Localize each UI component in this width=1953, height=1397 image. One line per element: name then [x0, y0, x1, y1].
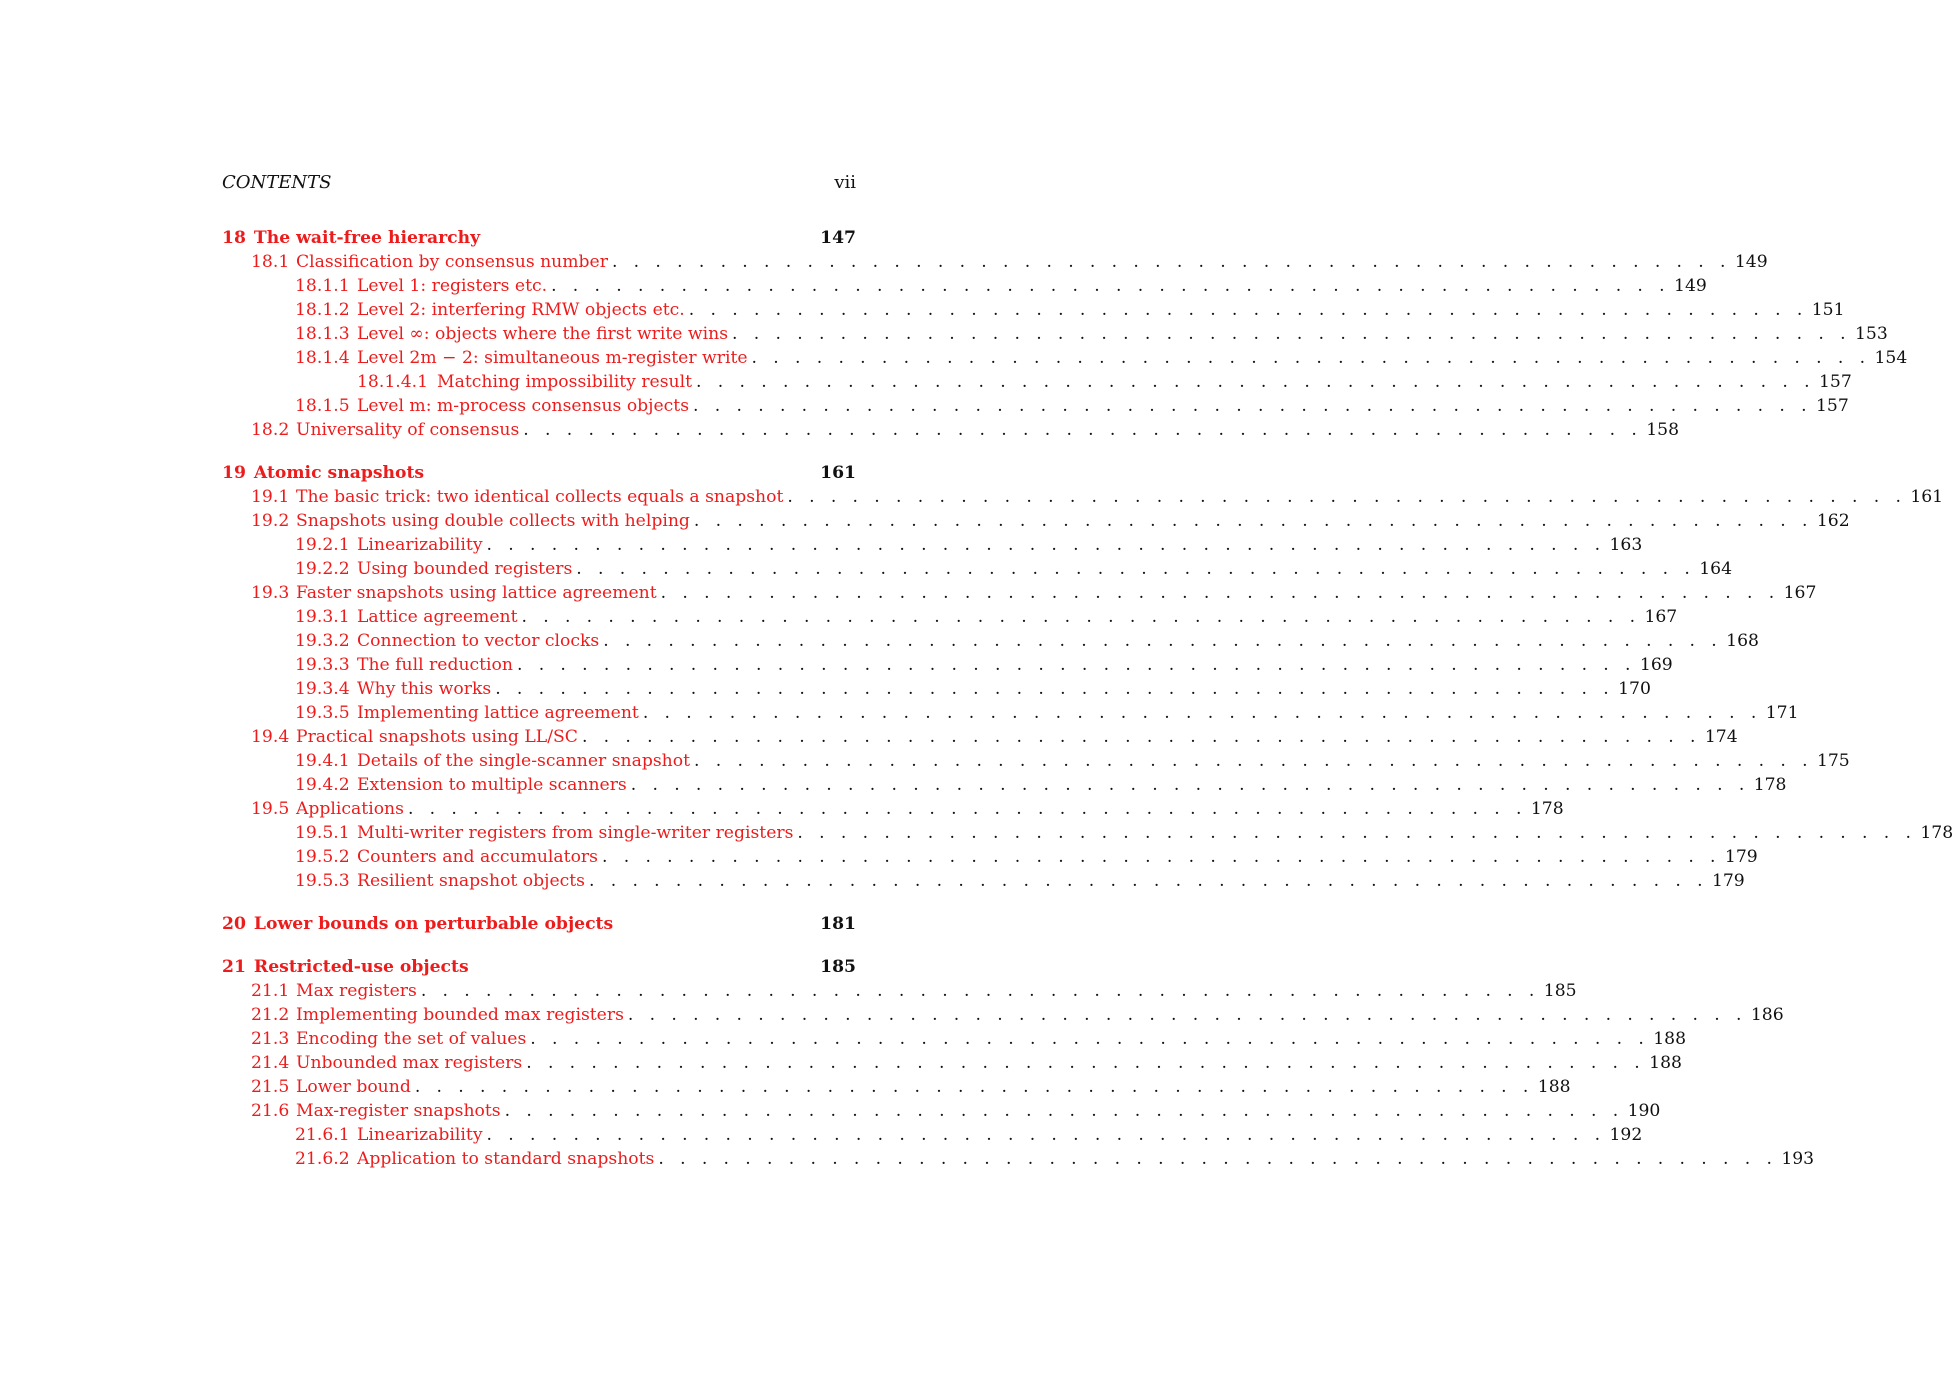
toc-entry-19.5.2[interactable]	[222, 845, 1758, 869]
section-page-number: 178	[1753, 775, 1787, 795]
section-title[interactable]: Faster snapshots using lattice agreement	[296, 583, 657, 603]
dot-leader: . . . . . . . . . . . . . . . . . . . . . . . . . . . . . . . . . . . . . . . . . . . . . . . . . . . .	[787, 487, 1907, 507]
section-title[interactable]: Encoding the set of values	[296, 1029, 527, 1049]
section-page-number: 169	[1639, 655, 1673, 675]
dot-leader: . . . . . . . . . . . . . . . . . . . . . . . . . . . . . . . . . . . . . . . . . . . . . . . . . . . .	[407, 799, 1527, 819]
section-title[interactable]: Matching impossibility result	[437, 372, 693, 392]
chapter-title[interactable]: Atomic snapshots	[253, 463, 425, 483]
section-number: 18.2	[251, 420, 290, 440]
section-number: 19.2.2	[295, 559, 350, 579]
toc-entry-18.1.5[interactable]	[222, 394, 1849, 418]
section-title[interactable]: Lattice agreement	[357, 607, 518, 627]
toc-entry-19.3.3[interactable]	[222, 653, 1673, 677]
section-number: 19.2.1	[295, 535, 350, 555]
toc-entry-19.2[interactable]	[222, 509, 1850, 533]
toc-entry-21.6.1[interactable]	[222, 1123, 1643, 1147]
chapter-number: 19	[222, 463, 246, 483]
section-title[interactable]: Unbounded max registers	[296, 1053, 523, 1073]
chapter-title[interactable]: Lower bounds on perturbable objects	[253, 914, 614, 934]
section-title[interactable]: Details of the single-scanner snapshot	[357, 751, 690, 771]
section-number: 19.5.3	[295, 871, 350, 891]
section-title[interactable]: Level 1: registers etc.	[357, 276, 548, 296]
toc-entry-19.3.2[interactable]	[222, 629, 1759, 653]
section-title[interactable]: Universality of consensus	[296, 420, 520, 440]
section-number: 19.1	[251, 487, 290, 507]
section-number: 19.4.1	[295, 751, 350, 771]
section-title[interactable]: Connection to vector clocks	[357, 631, 600, 651]
section-title[interactable]: Using bounded registers	[357, 559, 573, 579]
toc-entry-21.5[interactable]	[222, 1075, 1571, 1099]
toc-entry-19.1[interactable]	[222, 485, 1944, 509]
section-title[interactable]: Level m: m-process consensus objects	[357, 396, 690, 416]
section-number: 19.4	[251, 727, 290, 747]
chapter-title[interactable]: Restricted-use objects	[253, 957, 469, 977]
dot-leader: . . . . . . . . . . . . . . . . . . . . . . . . . . . . . . . . . . . . . . . . . . . . . . . . . . . .	[611, 252, 1731, 272]
section-page-number: 185	[1543, 981, 1577, 1001]
dot-leader: . . . . . . . . . . . . . . . . . . . . . . . . . . . . . . . . . . . . . . . . . . . . . . . . . . . .	[693, 511, 1813, 531]
section-page-number: 192	[1609, 1125, 1643, 1145]
chapter-page-number: 181	[820, 914, 856, 934]
toc-entry-21.2[interactable]	[222, 1003, 1784, 1027]
dot-leader: . . . . . . . . . . . . . . . . . . . . . . . . . . . . . . . . . . . . . . . . . . . . . . . . . . . .	[516, 655, 1636, 675]
dot-leader: . . . . . . . . . . . . . . . . . . . . . . . . . . . . . . . . . . . . . . . . . . . . . . . . . . . .	[603, 631, 1723, 651]
dot-leader: . . . . . . . . . . . . . . . . . . . . . . . . . . . . . . . . . . . . . . . . . . . . . . . . . . . .	[486, 535, 1606, 555]
toc-entry-19.3[interactable]	[222, 581, 1817, 605]
section-page-number: 157	[1815, 396, 1849, 416]
dot-leader: . . . . . . . . . . . . . . . . . . . . . . . . . . . . . . . . . . . . . . . . . . . . . . . . . . . .	[576, 559, 1696, 579]
section-number: 19.3.4	[295, 679, 350, 699]
section-page-number: 167	[1783, 583, 1817, 603]
section-title[interactable]: Implementing lattice agreement	[357, 703, 639, 723]
section-page-number: 175	[1816, 751, 1850, 771]
section-page-number: 179	[1724, 847, 1758, 867]
dot-leader: . . . . . . . . . . . . . . . . . . . . . . . . . . . . . . . . . . . . . . . . . . . . . . . . . . . .	[551, 276, 1671, 296]
table-of-contents	[222, 226, 1953, 1171]
toc-entry-18.1.4[interactable]	[222, 346, 1908, 370]
chapter-number: 18	[222, 228, 246, 248]
toc-entry-18.1.2[interactable]	[222, 298, 1845, 322]
section-title[interactable]: The basic trick: two identical collects equals a snapshot	[296, 487, 784, 507]
section-title[interactable]: Level ∞: objects where the first write wins	[357, 324, 729, 344]
toc-entry-21.3[interactable]	[222, 1027, 1687, 1051]
section-page-number: 168	[1726, 631, 1759, 651]
section-title[interactable]: The full reduction	[357, 655, 513, 675]
dot-leader: . . . . . . . . . . . . . . . . . . . . . . . . . . . . . . . . . . . . . . . . . . . . . . . . . . . .	[486, 1125, 1606, 1145]
chapter-number: 20	[222, 914, 246, 934]
chapter-page-number: 185	[820, 957, 856, 977]
section-page-number: 161	[1910, 487, 1944, 507]
dot-leader: . . . . . . . . . . . . . . . . . . . . . . . . . . . . . . . . . . . . . . . . . . . . . . . . . . . .	[751, 348, 1871, 368]
section-title[interactable]: Multi-writer registers from single-writer registers	[357, 823, 794, 843]
section-page-number: 188	[1649, 1053, 1682, 1073]
section-number: 18.1.5	[295, 396, 350, 416]
toc-entry-21.6[interactable]	[222, 1099, 1661, 1123]
section-number: 21.4	[251, 1053, 290, 1073]
section-title[interactable]: Application to standard snapshots	[357, 1149, 655, 1169]
dot-leader: . . . . . . . . . . . . . . . . . . . . . . . . . . . . . . . . . . . . . . . . . . . . . . . . . . . .	[732, 324, 1851, 344]
section-number: 18.1.1	[295, 276, 350, 296]
section-title[interactable]: Extension to multiple scanners	[357, 775, 627, 795]
dot-leader: . . . . . . . . . . . . . . . . . . . . . . . . . . . . . . . . . . . . . . . . . . . . . . . . . . . .	[530, 1029, 1650, 1049]
dot-leader: . . . . . . . . . . . . . . . . . . . . . . . . . . . . . . . . . . . . . . . . . . . . . . . . . . . .	[642, 703, 1762, 723]
toc-entry-19.5.1[interactable]	[222, 821, 1953, 845]
dot-leader: . . . . . . . . . . . . . . . . . . . . . . . . . . . . . . . . . . . . . . . . . . . . . . . . . . . .	[630, 775, 1750, 795]
section-page-number: 151	[1811, 300, 1845, 320]
section-number: 19.2	[251, 511, 290, 531]
section-title[interactable]: Why this works	[357, 679, 492, 699]
toc-entry-21.1[interactable]	[222, 979, 1577, 1003]
section-title[interactable]: Counters and accumulators	[357, 847, 598, 867]
section-number: 19.3.2	[295, 631, 350, 651]
section-title[interactable]: Implementing bounded max registers	[296, 1005, 624, 1025]
section-number: 19.3.3	[295, 655, 350, 675]
section-number: 21.6.2	[295, 1149, 350, 1169]
section-page-number: 149	[1674, 276, 1707, 296]
section-title[interactable]: Lower bound	[296, 1077, 411, 1097]
section-title[interactable]: Level 2: interfering RMW objects etc.	[357, 300, 685, 320]
section-title[interactable]: Applications	[296, 799, 404, 819]
section-number: 19.3	[251, 583, 290, 603]
section-title[interactable]: Max-register snapshots	[296, 1101, 501, 1121]
section-page-number: 162	[1816, 511, 1850, 531]
dot-leader: . . . . . . . . . . . . . . . . . . . . . . . . . . . . . . . . . . . . . . . . . . . . . . . . . . . .	[521, 607, 1641, 627]
section-page-number: 188	[1653, 1029, 1687, 1049]
toc-entry-19.4.2[interactable]	[222, 773, 1787, 797]
dot-leader: . . . . . . . . . . . . . . . . . . . . . . . . . . . . . . . . . . . . . . . . . . . . . . . . . . . .	[696, 372, 1815, 392]
section-page-number: 170	[1618, 679, 1651, 699]
section-number: 19.4.2	[295, 775, 350, 795]
toc-chapter-20[interactable]	[222, 912, 856, 936]
dot-leader: . . . . . . . . . . . . . . . . . . . . . . . . . . . . . . . . . . . . . . . . . . . . . . . . . . . .	[693, 396, 1812, 416]
section-page-number: 157	[1818, 372, 1852, 392]
section-page-number: 167	[1644, 607, 1678, 627]
section-page-number: 163	[1609, 535, 1643, 555]
section-title[interactable]: Snapshots using double collects with helping	[296, 511, 690, 531]
section-number: 21.6	[251, 1101, 290, 1121]
section-page-number: 178	[1920, 823, 1953, 843]
section-number: 18.1.3	[295, 324, 350, 344]
dot-leader: . . . . . . . . . . . . . . . . . . . . . . . . . . . . . . . . . . . . . . . . . . . . . . . . . . . .	[601, 847, 1721, 867]
section-number: 19.5.1	[295, 823, 350, 843]
section-page-number: 171	[1765, 703, 1799, 723]
section-title[interactable]: Linearizability	[357, 535, 483, 555]
dot-leader: . . . . . . . . . . . . . . . . . . . . . . . . . . . . . . . . . . . . . . . . . . . . . . . . . . . .	[495, 679, 1615, 699]
chapter-title[interactable]: The wait-free hierarchy	[253, 228, 481, 248]
section-page-number: 149	[1734, 252, 1768, 272]
dot-leader: . . . . . . . . . . . . . . . . . . . . . . . . . . . . . . . . . . . . . . . . . . . . . . . . . . . .	[526, 1053, 1646, 1073]
section-page-number: 193	[1781, 1149, 1815, 1169]
section-title[interactable]: Max registers	[296, 981, 417, 1001]
toc-entry-21.6.2[interactable]	[222, 1147, 1815, 1171]
toc-chapter-21[interactable]	[222, 955, 856, 979]
section-number: 21.1	[251, 981, 290, 1001]
section-number: 18.1.4	[295, 348, 350, 368]
toc-entry-18.1.1[interactable]	[222, 274, 1707, 298]
running-head-title: CONTENTS	[222, 172, 332, 193]
section-number: 21.5	[251, 1077, 290, 1097]
dot-leader: . . . . . . . . . . . . . . . . . . . . . . . . . . . . . . . . . . . . . . . . . . . . . . . . . . . .	[658, 1149, 1778, 1169]
toc-entry-19.4[interactable]	[222, 725, 1738, 749]
toc-chapter-19[interactable]	[222, 461, 856, 485]
toc-chapter-18[interactable]	[222, 226, 856, 250]
section-page-number: 186	[1750, 1005, 1784, 1025]
dot-leader: . . . . . . . . . . . . . . . . . . . . . . . . . . . . . . . . . . . . . . . . . . . . . . . . . . . .	[581, 727, 1701, 747]
section-number: 18.1.2	[295, 300, 350, 320]
dot-leader: . . . . . . . . . . . . . . . . . . . . . . . . . . . . . . . . . . . . . . . . . . . . . . . . . . . .	[627, 1005, 1747, 1025]
section-page-number: 158	[1646, 420, 1680, 440]
section-title[interactable]: Classification by consensus number	[296, 252, 608, 272]
toc-entry-21.4[interactable]	[222, 1051, 1682, 1075]
toc-entry-19.5.3[interactable]	[222, 869, 1745, 893]
toc-entry-19.3.4[interactable]	[222, 677, 1651, 701]
dot-leader: . . . . . . . . . . . . . . . . . . . . . . . . . . . . . . . . . . . . . . . . . . . . . . . . . . . .	[589, 871, 1708, 891]
toc-entry-19.2.1[interactable]	[222, 533, 1643, 557]
section-title[interactable]: Linearizability	[357, 1125, 483, 1145]
dot-leader: . . . . . . . . . . . . . . . . . . . . . . . . . . . . . . . . . . . . . . . . . . . . . . . . . . . .	[660, 583, 1780, 603]
section-number: 19.5.2	[295, 847, 350, 867]
toc-entry-18.2[interactable]	[222, 418, 1680, 442]
section-number: 21.2	[251, 1005, 290, 1025]
section-title[interactable]: Resilient snapshot objects	[357, 871, 585, 891]
section-page-number: 190	[1627, 1101, 1661, 1121]
section-number: 19.3.5	[295, 703, 350, 723]
toc-entry-18.1.3[interactable]	[222, 322, 1888, 346]
dot-leader: . . . . . . . . . . . . . . . . . . . . . . . . . . . . . . . . . . . . . . . . . . . . . . . . . . . .	[688, 300, 1808, 320]
section-number: 19.5	[251, 799, 290, 819]
chapter-page-number: 161	[820, 463, 856, 483]
toc-entry-19.2.2[interactable]	[222, 557, 1733, 581]
toc-entry-19.3.5[interactable]	[222, 701, 1799, 725]
section-page-number: 164	[1699, 559, 1733, 579]
dot-leader: . . . . . . . . . . . . . . . . . . . . . . . . . . . . . . . . . . . . . . . . . . . . . . . . . . . .	[504, 1101, 1624, 1121]
section-page-number: 188	[1537, 1077, 1571, 1097]
running-head-page-number: vii	[834, 172, 856, 193]
toc-entry-19.4.1[interactable]	[222, 749, 1850, 773]
toc-entry-19.5[interactable]	[222, 797, 1564, 821]
section-page-number: 153	[1854, 324, 1888, 344]
dot-leader: . . . . . . . . . . . . . . . . . . . . . . . . . . . . . . . . . . . . . . . . . . . . . . . . . . . .	[420, 981, 1540, 1001]
chapter-page-number: 147	[820, 228, 856, 248]
chapter-number: 21	[222, 957, 246, 977]
section-page-number: 178	[1530, 799, 1564, 819]
toc-entry-19.3.1[interactable]	[222, 605, 1678, 629]
section-title[interactable]: Practical snapshots using LL/SC	[296, 727, 578, 747]
section-page-number: 174	[1704, 727, 1738, 747]
dot-leader: . . . . . . . . . . . . . . . . . . . . . . . . . . . . . . . . . . . . . . . . . . . . . . . . . . . .	[797, 823, 1917, 843]
running-head	[222, 172, 856, 198]
toc-entry-18.1.4.1[interactable]	[222, 370, 1852, 394]
section-number: 18.1	[251, 252, 290, 272]
section-number: 19.3.1	[295, 607, 350, 627]
dot-leader: . . . . . . . . . . . . . . . . . . . . . . . . . . . . . . . . . . . . . . . . . . . . . . . . . . . .	[414, 1077, 1534, 1097]
section-number: 18.1.4.1	[357, 372, 429, 392]
toc-entry-18.1[interactable]	[222, 250, 1768, 274]
section-page-number: 154	[1874, 348, 1908, 368]
section-page-number: 179	[1711, 871, 1745, 891]
section-title[interactable]: Level 2m − 2: simultaneous m-register write	[357, 348, 748, 368]
section-number: 21.3	[251, 1029, 290, 1049]
dot-leader: . . . . . . . . . . . . . . . . . . . . . . . . . . . . . . . . . . . . . . . . . . . . . . . . . . . .	[523, 420, 1643, 440]
section-number: 21.6.1	[295, 1125, 350, 1145]
dot-leader: . . . . . . . . . . . . . . . . . . . . . . . . . . . . . . . . . . . . . . . . . . . . . . . . . . . .	[694, 751, 1813, 771]
